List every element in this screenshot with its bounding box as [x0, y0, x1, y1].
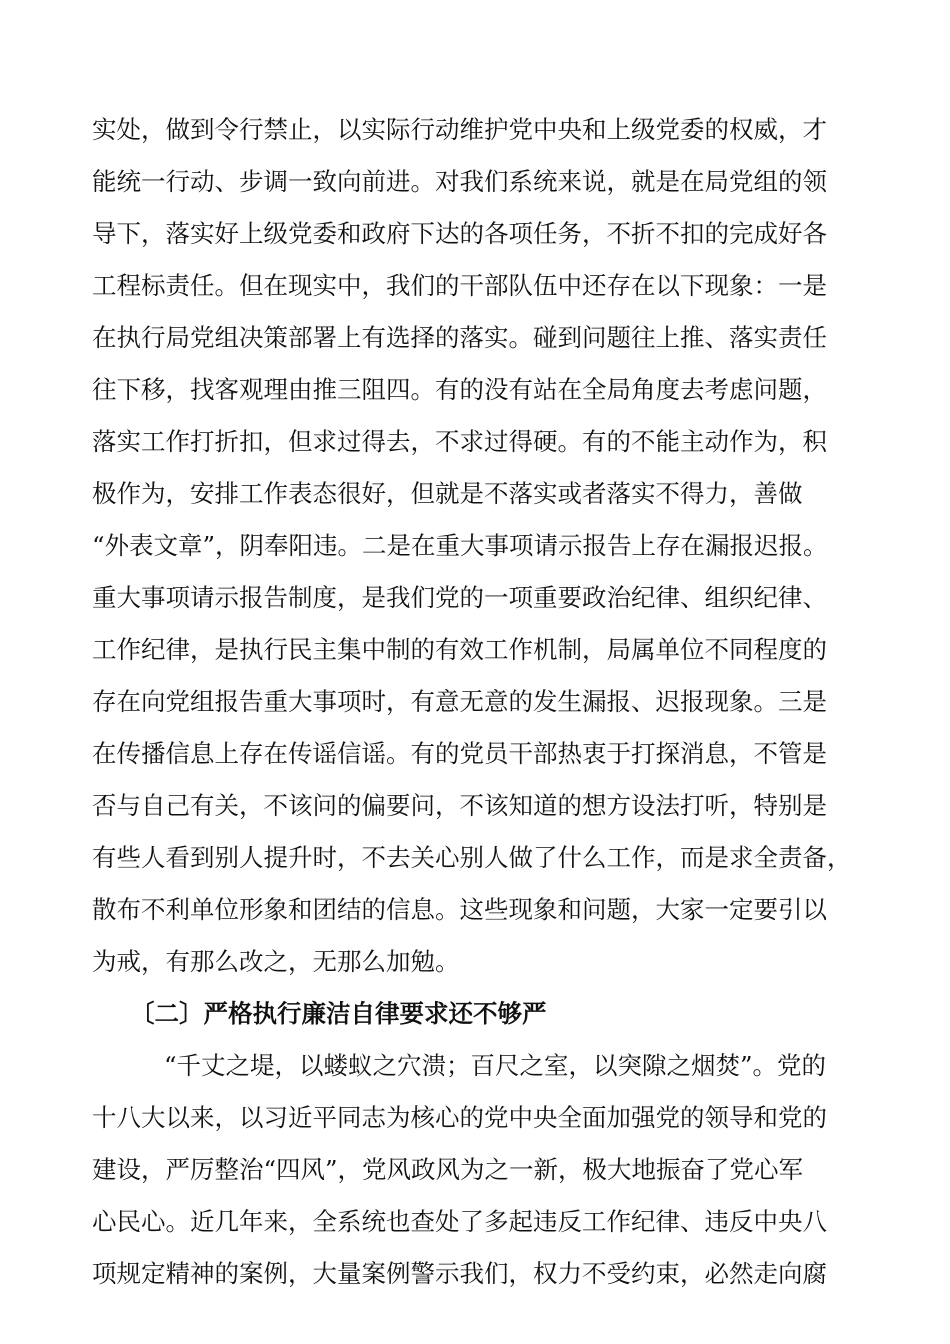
text-line: “外表文章”，阴奉阳违。二是在重大事项请示报告上存在漏报迟报。 [92, 531, 828, 560]
text-line: 散布不利单位形象和团结的信息。这些现象和问题，大家一定要引以 [92, 895, 827, 924]
text-line: 重大事项请示报告制度，是我们党的一项重要政治纪律、组织纪律、 [92, 583, 827, 612]
text-line: “千丈之堤，以蝼蚁之穴溃；百尺之室，以突隙之烟焚”。党的 [164, 1051, 827, 1080]
section-heading: 〔二〕严格执行廉洁自律要求还不够严 [130, 999, 547, 1028]
text-line: 在执行局党组决策部署上有选择的落实。碰到问题往上推、落实责任 [92, 323, 827, 352]
text-line: 工程标责任。但在现实中，我们的干部队伍中还存在以下现象：一是 [92, 271, 827, 300]
text-line: 建设，严厉整治“四风”，党风政风为之一新，极大地振奋了党心军 [92, 1155, 804, 1184]
text-line: 有些人看到别人提升时，不去关心别人做了什么工作，而是求全责备， [92, 843, 852, 872]
paragraph-2 [92, 1040, 872, 1300]
text-line: 为戒，有那么改之，无那么加勉。 [92, 947, 460, 976]
text-line: 十八大以来，以习近平同志为核心的党中央全面加强党的领导和党的 [92, 1103, 827, 1132]
text-line: 工作纪律，是执行民主集中制的有效工作机制，局属单位不同程度的 [92, 635, 827, 664]
text-line: 心民心。近几年来，全系统也查处了多起违反工作纪律、违反中央八 [92, 1207, 827, 1236]
text-line: 在传播信息上存在传谣信谣。有的党员干部热衷于打探消息，不管是 [92, 739, 827, 768]
text-line: 落实工作打折扣，但求过得去，不求过得硬。有的不能主动作为，积 [92, 427, 827, 456]
paragraph-1 [92, 104, 872, 988]
text-line: 项规定精神的案例，大量案例警示我们，权力不受约束，必然走向腐 [92, 1259, 827, 1288]
text-line: 往下移，找客观理由推三阻四。有的没有站在全局角度去考虑问题， [92, 375, 827, 404]
text-line: 存在向党组报告重大事项时，有意无意的发生漏报、迟报现象。三是 [92, 687, 827, 716]
document-body [92, 104, 872, 1300]
text-line: 导下，落实好上级党委和政府下达的各项任务，不折不扣的完成好各 [92, 219, 827, 248]
text-line: 否与自己有关，不该问的偏要问，不该知道的想方设法打听，特别是 [92, 791, 827, 820]
text-line: 能统一行动、步调一致向前进。对我们系统来说，就是在局党组的领 [92, 167, 827, 196]
text-line: 实处，做到令行禁止，以实际行动维护党中央和上级党委的权威，才 [92, 115, 827, 144]
text-line: 极作为，安排工作表态很好，但就是不落实或者落实不得力，善做 [92, 479, 803, 508]
